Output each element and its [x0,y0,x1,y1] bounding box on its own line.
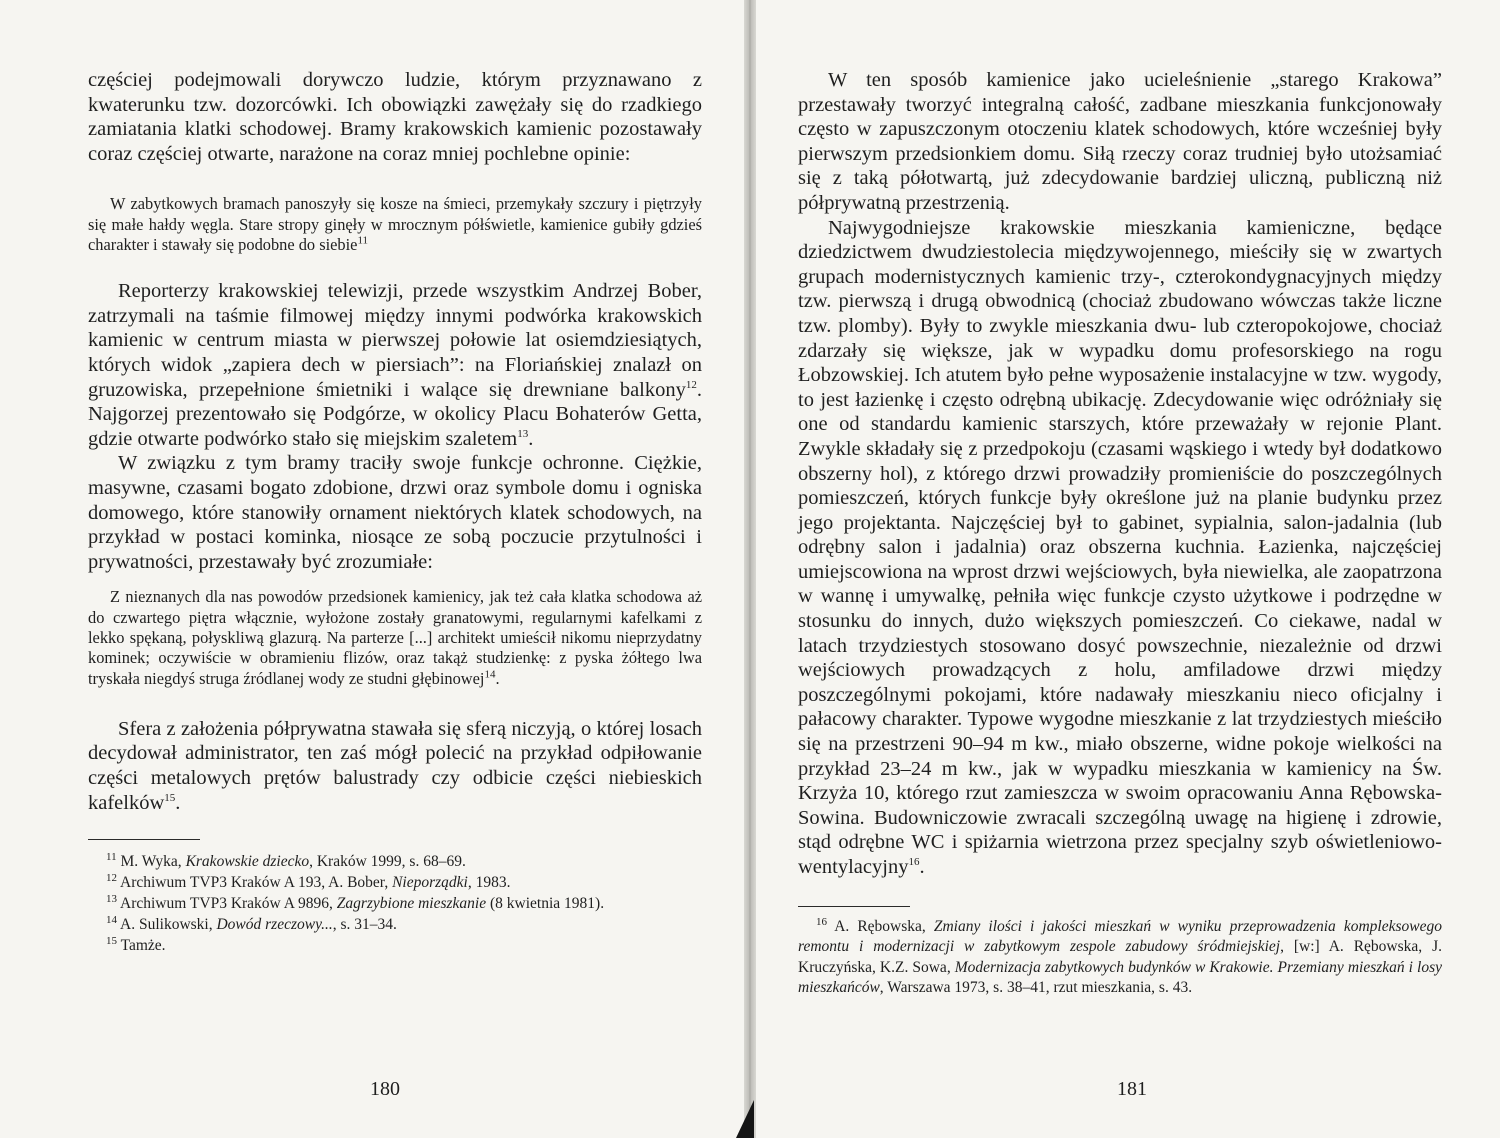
footnote-item [88,914,702,935]
footnote-text: A. Rębowska, [827,917,934,935]
footnote-number: 13 [106,893,117,906]
block-quote-2-text: Z nieznanych dla nas powodów przedsionek kamienicy, jak też cała klatka schodowa aż do czwartego piętra włącznie, wyłożone zostały granatowymi, regularnymi kafelkami z lekko spękaną, połyskliwą glazurą. Na parterze [...] architekt umieścił nikomu nieprzydatny kominek; oczywiście w obramieniu flizów, oraz takąż studzienkę: z pyska żółtego lwa tryskała niegdyś struga źródlanej wody ze studni głębinowej [88,587,702,688]
right-paragraph-1: W ten sposób kamienice jako ucieleśnienie „starego Krakowa” przestawały tworzyć integralną całość, zadbane mieszkania funkcjonowały często w zapuszczonym otoczeniu klatek schodowych, które wcześniej były pierwszym przedsionkiem domu. Siłą rzeczy coraz trudniej było utożsamiać się z taką półotwartą, już zdecydowanie bardziej uliczną, publiczną niż półprywatną przestrzenią. [798,69,1442,214]
left-paragraph-2-end: . [528,427,534,450]
footnote-item [88,893,702,914]
footnote-text: , 1983. [467,874,511,892]
footnote-title: Krakowskie dziecko [185,853,310,871]
footnote-ref-13: 13 [517,428,529,440]
left-paragraph-1: częściej podejmowali dorywczo ludzie, którym przyznawano z kwaterunku tzw. dozorcówki. Ich obowiązki zawężały się do rzadkiego zamiatania klatki schodowej. Bramy krakowskich kamienic pozostawały coraz częściej otwarte, narażone na coraz mniej pochlebne opinie: [88,69,702,165]
book-gutter [744,0,756,1138]
footnote-title: Nieporządki [392,874,468,892]
right-page-content [798,68,1442,999]
block-quote-1 [88,194,702,255]
left-paragraph-4-text: Sfera z założenia półprywatna stawała się sferą niczyją, o której losach decydował administrator, ten zaś mógł polecić na przykład odpiłowanie części metalowych prętów balustrady czy odbicie części niebieskich kafelków [88,717,702,814]
footnote-ref-14: 14 [484,668,496,681]
block-quote-2-end: . [495,668,500,688]
right-paragraph-2-end: . [919,856,925,878]
left-paragraph-2 [88,279,702,451]
right-paragraph-2 [798,216,1442,880]
footnote-text: Tamże. [117,937,166,955]
footnote-text: Archiwum TVP3 Kraków A 193, A. Bober, [117,874,393,892]
footnote-text: M. Wyka, [116,853,186,871]
footnote-item [88,872,702,893]
footnote-text: (8 kwietnia 1981). [486,895,605,913]
footnote-number: 12 [106,872,117,885]
footnote-divider [798,906,910,907]
footnote-title: Zagrzybione mieszkanie [336,895,487,913]
footnote-title: Dowód rzeczowy... [216,916,333,934]
footnote-title: Modernizacja zabytkowych budynków w Krakowie. Przemiany mieszkań i losy mieszkańców [798,958,1442,997]
footnote-ref-12: 12 [685,378,697,391]
footnote-item [88,935,702,956]
left-page-content [88,68,702,956]
footnote-ref-15: 15 [164,791,176,804]
left-paragraph-3: W związku z tym bramy traciły swoje funkcje ochronne. Ciężkie, masywne, czasami bogato zdobione, drzwi oraz symbole domu i ogniska domowego, które stanowiły ornament niektórych klatek schodowych, na przykład w postaci kominka, niosące ze sobą poczucie przytulności i prywatności, przestawały być zrozumiałe: [88,452,702,573]
footnote-text: Archiwum TVP3 Kraków A 9896, [117,895,337,913]
footnote-item [798,917,1442,999]
footnote-text: , s. 31–34. [332,916,397,934]
right-paragraph-2-text: Najwygodniejsze krakowskie mieszkania kamieniczne, będące dziedzictwem dwudziestolecia międzywojennego, mieściły się w zwartych grupach modernistycznych kamienic trzy-, czterokondygnacyjnych między tzw. pierwszą i drugą obwodnicą (chociaż zbudowano wówczas także liczne tzw. plomby). Były to zwykle mieszkania dwu- lub czteropokojowe, chociaż zdarzały się większe, jak w wypadku domu profesorskiego na rogu Łobzowskiej. Ich atutem było pełne wyposażenie instalacyjne w tzw. wygody, to jest łazienkę i często odrębną ubikację. Zdecydowanie więc odróżniały się one od standardu kamienic starszych, które przeważały w rejonie Plant. Zwykle składały się z przedpokoju (czasami wąskiego i wtedy był dodatkowo obszerny hol), z którego drzwi prowadziły promieniście do poszczególnych pomieszczeń, których funkcje były określone już na planie budynku przez jego projektanta. Najczęściej był to gabinet, sypialnia, salon-jadalnia (lub odrębny salon i jadalnia) oraz obszerna kuchnia. Łazienka, najczęściej umiejscowiona na wprost drzwi wejściowych, była niewielka, ale zaopatrzona w wannę i umywalkę, pełniła więc funkcje czysto użytkowe i podrzędne w stosunku do innych, dużo większych pomieszczeń. Co ciekawe, nadal w latach trzydziestych stosowano dosyć powszechnie, niezależnie od drzwi wejściowych prowadzących z holu, amfiladowe drzwi między poszczególnymi pokojami, które nadawały mieszkaniu nieco oficjalny i pałacowy charakter. Typowe wygodne mieszkanie z lat trzydziestych mieściło się na przestrzeni 90–94 m kw., miało obszerne, widne pokoje wielkości na przykład 23–24 m kw., jak w wypadku mieszkania w kamienicy na Św. Krzyża 10, którego rzut zamieszcza w swoim opracowaniu Anna Rębowska-Sowina. Budowniczowie zwracali szczególną uwagę na higienę i zdrowie, stąd odrębne WC i spiżarnia wietrzona przez specjalny szyb oświetleniowo-wentylacyjny [798,216,1442,878]
footnote-title: Zmiany ilości i jakości mieszkań w wyniku przeprowadzenia kompleksowego remontu i modernizacji w zabytkowym zespole zabudowy śródmiejskiej [798,917,1443,956]
footnote-divider [88,839,200,840]
left-paragraph-4-end: . [175,791,181,814]
footnote-number: 11 [106,851,117,864]
footnote-text: , Kraków 1999, s. 68–69. [309,853,466,871]
block-quote-1-text: W zabytkowych bramach panoszyły się kosze na śmieci, przemykały szczury i piętrzyły się małe hałdy węgla. Stare stropy ginęły w mrocznym półświetle, kamienice gubiły gdzieś charakter i stawały się podobne do siebie [88,194,702,254]
footnote-text: , Warszawa 1973, s. 38–41, rzut mieszkania, s. 43. [879,979,1193,997]
footnote-number: 14 [106,914,117,927]
page-number-right: 181 [1117,1078,1147,1100]
footnote-ref-16: 16 [908,856,920,869]
left-footnotes [88,851,702,956]
page-number-left: 180 [370,1078,400,1100]
footnote-text: A. Sulikowski, [117,916,217,934]
footnote-ref-11: 11 [357,234,369,247]
footnote-item [88,851,702,872]
footnote-number: 16 [816,915,827,928]
left-paragraph-4 [88,717,702,815]
left-paragraph-2-part-a: Reporterzy krakowskiej telewizji, przede wszystkim Andrzej Bober, zatrzymali na taśmie filmowej między innymi podwórka krakowskich kamienic w centrum miasta w pierwszej połowie lat osiemdziesiątych, których widok „zapiera dech w piersiach”: na Floriańskiej znalazł on gruzowiska, przepełnione śmietniki i walące się drewniane balkony [88,280,702,401]
footnote-number: 15 [106,935,117,948]
right-page [752,0,1500,1138]
block-quote-2 [88,587,702,688]
left-paragraph-2-part-b: . Najgorzej prezentowało się Podgórze, w okolicy Placu Bohaterów Getta, gdzie otwarte podwórko stało się miejskim szaletem [88,378,702,450]
footnote-text: , [w:] A. Rębowska, J. Kruczyńska, K.Z. Sowa, [798,938,1442,976]
left-page [0,0,748,1138]
